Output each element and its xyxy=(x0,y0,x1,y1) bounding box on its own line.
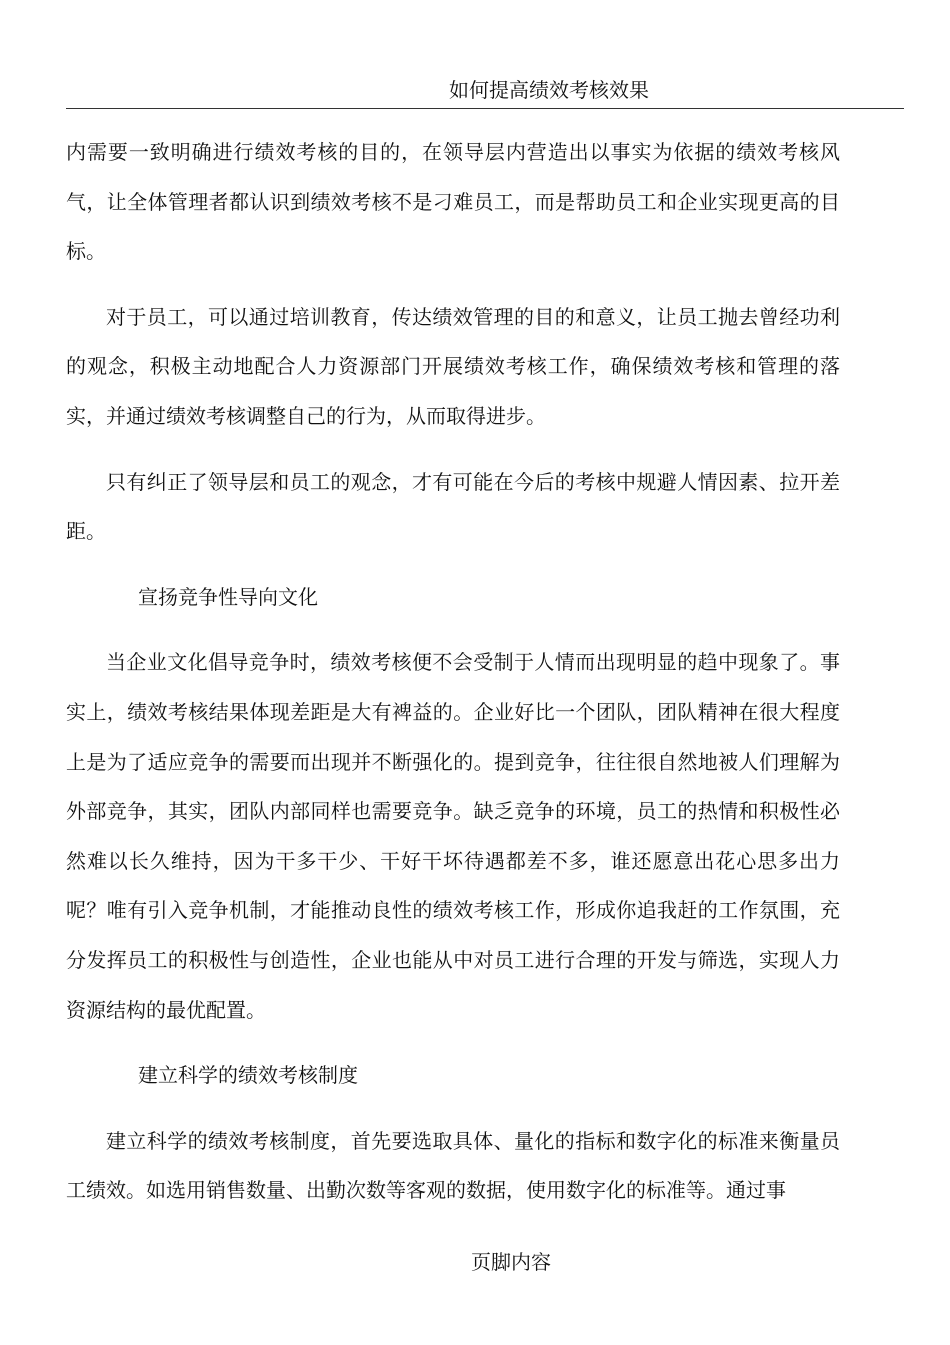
paragraph-3: 只有纠正了领导层和员工的观念，才有可能在今后的考核中规避人情因素、拉开差距。 xyxy=(66,469,840,544)
header-divider xyxy=(66,108,904,109)
section-heading-competition: 宣扬竞争性导向文化 xyxy=(138,584,318,609)
paragraph-1: 内需要一致明确进行绩效考核的目的，在领导层内营造出以事实为依据的绩效考核风气，让全体管理者都认识到绩效考核不是刁难员工，而是帮助员工和企业实现更高的目标。 xyxy=(66,140,840,264)
paragraph-4: 当企业文化倡导竞争时，绩效考核便不会受制于人情而出现明显的趋中现象了。事实上，绩效考核结果体现差距是大有裨益的。企业好比一个团队，团队精神在很大程度上是为了适应竞争的需要而出现并不断强化的。提到竞争，往往很自然地被人们理解为外部竞争，其实，团队内部同样也需要竞争。缺乏竞争的环境，员工的热情和积极性必然难以长久维持，因为干多干少、干好干坏待遇都差不多，谁还愿意出花心思多出力呢？唯有引入竞争机制，才能推动良性的绩效考核工作，形成你追我赶的工作氛围，充分发挥员工的积极性与创造性，企业也能从中对员工进行合理的开发与筛选，实现人力资源结构的最优配置。 xyxy=(66,650,840,1022)
section-heading-system: 建立科学的绩效考核制度 xyxy=(138,1063,358,1088)
page-title: 如何提高绩效考核效果 xyxy=(449,78,649,102)
paragraph-2: 对于员工，可以通过培训教育，传达绩效管理的目的和意义，让员工抛去曾经功利的观念，积极主动地配合人力资源部门开展绩效考核工作，确保绩效考核和管理的落实，并通过绩效考核调整自己的行为，从而取得进步。 xyxy=(66,304,840,428)
paragraph-5: 建立科学的绩效考核制度，首先要选取具体、量化的指标和数字化的标准来衡量员工绩效。如选用销售数量、出勤次数等客观的数据，使用数字化的标准等。通过事 xyxy=(66,1128,840,1203)
page-footer: 页脚内容 xyxy=(471,1250,551,1274)
document-body xyxy=(66,128,840,1216)
